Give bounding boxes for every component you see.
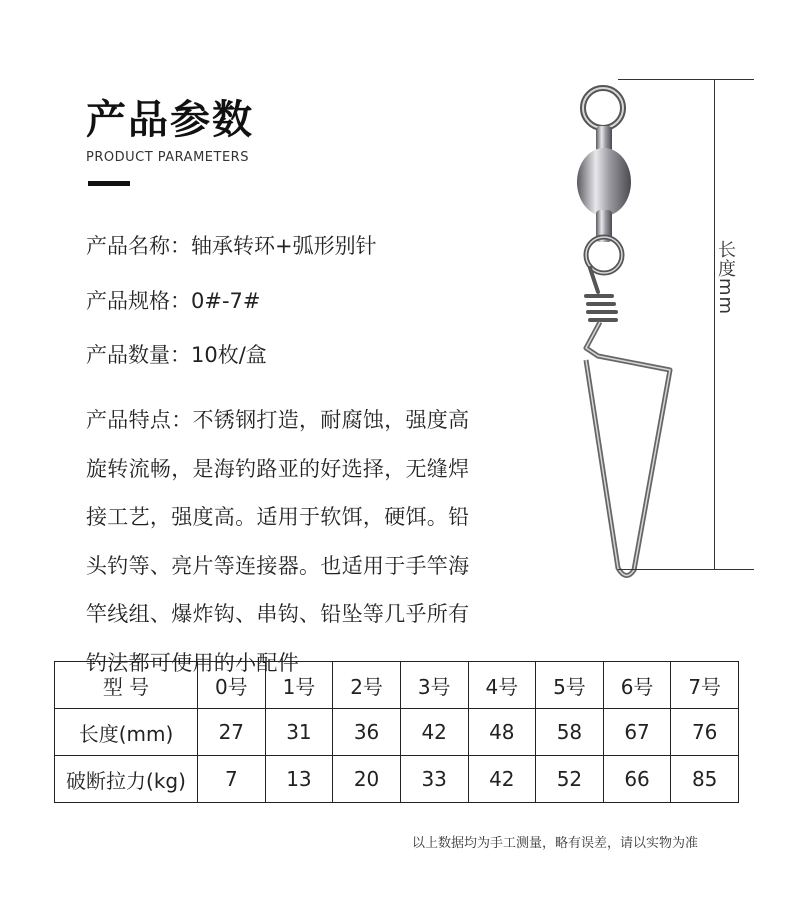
table-cell: 0号	[198, 662, 266, 709]
title-underline	[88, 181, 130, 186]
spec-table	[54, 661, 739, 803]
table-row	[55, 709, 739, 756]
row-header: 长度(mm)	[55, 709, 198, 756]
table-cell: 1号	[265, 662, 333, 709]
table-cell: 66	[603, 756, 671, 803]
page-subtitle: PRODUCT PARAMETERS	[86, 150, 249, 165]
table-cell: 27	[198, 709, 266, 756]
wire-coil	[586, 268, 616, 320]
table-cell: 58	[536, 709, 604, 756]
table-cell: 76	[671, 709, 739, 756]
table-cell: 85	[671, 756, 739, 803]
feature-line: 竿线组、爆炸钩、串钩、铅坠等几乎所有	[86, 602, 470, 626]
measure-label: 长度mm	[715, 240, 736, 316]
table-cell: 20	[333, 756, 401, 803]
feature-description	[86, 396, 546, 687]
row-header: 破断拉力(kg)	[55, 756, 198, 803]
feature-line: 钓法都可使用的小配件	[86, 650, 299, 675]
table-row	[55, 756, 739, 803]
table-cell: 36	[333, 709, 401, 756]
feature-line: 接工艺，强度高。适用于软饵，硬饵。铅	[86, 505, 470, 529]
table-cell: 42	[468, 756, 536, 803]
measure-top-line	[618, 79, 754, 80]
table-cell: 7	[198, 756, 266, 803]
page-title: 产品参数	[86, 97, 254, 143]
table-cell: 48	[468, 709, 536, 756]
feature-line: 头钓等、亮片等连接器。也适用于手竿海	[86, 553, 470, 578]
feature-line: 产品特点：不锈钢打造，耐腐蚀，强度高	[86, 408, 470, 432]
table-cell: 33	[400, 756, 468, 803]
title-block	[86, 96, 254, 165]
table-cell: 6号	[603, 662, 671, 709]
table-cell: 31	[265, 709, 333, 756]
table-cell: 52	[536, 756, 604, 803]
footnote: 以上数据均为手工测量，略有误差，请以实物为准	[412, 836, 699, 851]
table-cell: 13	[265, 756, 333, 803]
measure-vertical-line	[714, 79, 715, 570]
table-row	[55, 662, 739, 709]
spec-product-name: 产品名称：轴承转环+弧形别针	[86, 234, 377, 258]
table-cell: 2号	[333, 662, 401, 709]
row-header: 型 号	[55, 662, 198, 709]
table-cell: 4号	[468, 662, 536, 709]
length-measure	[618, 79, 758, 571]
table-cell: 67	[603, 709, 671, 756]
table-cell: 3号	[400, 662, 468, 709]
feature-line: 旋转流畅，是海钓路亚的好选择，无缝焊	[86, 456, 470, 481]
spec-product-size: 产品规格：0#-7#	[86, 289, 261, 313]
table-cell: 5号	[536, 662, 604, 709]
measure-bottom-line	[618, 569, 754, 570]
spec-product-quantity: 产品数量：10枚/盒	[86, 343, 267, 367]
table-cell: 7号	[671, 662, 739, 709]
table-cell: 42	[400, 709, 468, 756]
